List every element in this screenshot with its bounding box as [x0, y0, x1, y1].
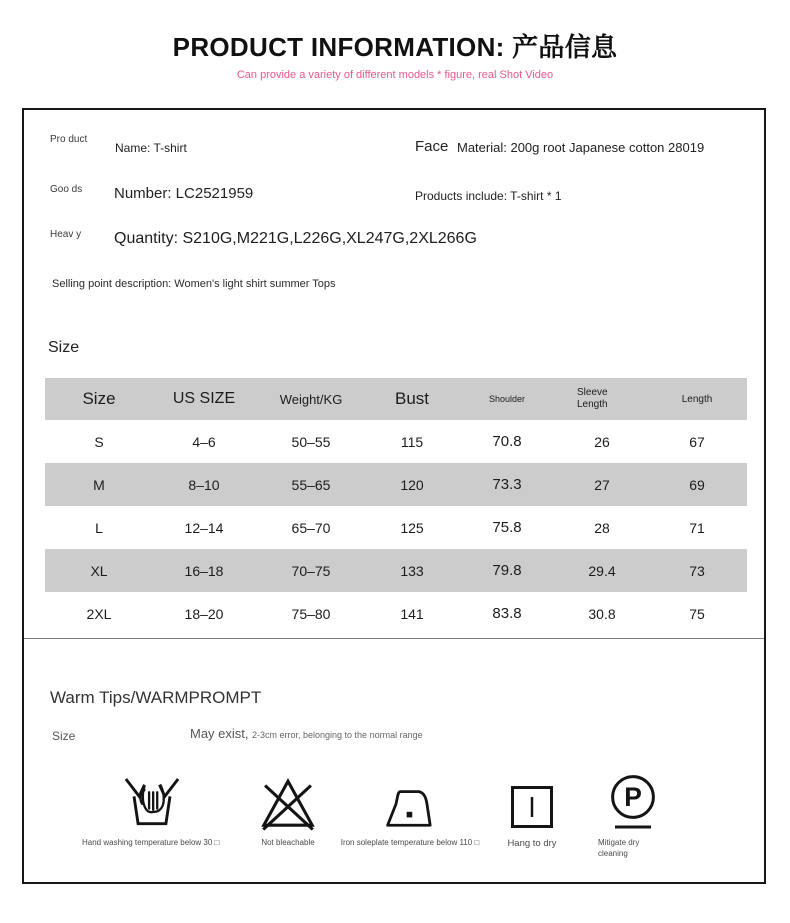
page-subtitle: Can provide a variety of different models * figure, real Shot Video [236, 69, 554, 81]
size-table-cell: 12–14 [184, 519, 224, 536]
size-table-header-cell: Weight/KG [279, 391, 343, 407]
size-table-cell: 8–10 [188, 476, 220, 493]
warm-tips-note-detail: 2-3cm error, belonging to the normal range [252, 730, 423, 740]
heavy-key-label: Heav y [50, 229, 82, 240]
size-table-cell: 55–65 [291, 476, 331, 493]
size-table-cell: 27 [594, 476, 610, 493]
product-name-value: Name: T-shirt [115, 141, 187, 155]
size-table-cell: 4–6 [192, 433, 216, 450]
hand-wash-icon [123, 777, 181, 832]
size-table-cell: 75–80 [291, 605, 331, 622]
page-title: PRODUCT INFORMATION: 产品信息 [172, 32, 618, 62]
warm-tips-note: May exist, [190, 726, 249, 741]
quantity-value: Quantity: S210G,M221G,L226G,XL247G,2XL266G [114, 230, 477, 247]
size-table-cell: 50–55 [291, 433, 331, 450]
size-table-cell: M [93, 476, 105, 493]
size-table-cell: 70–75 [291, 562, 331, 579]
dry-clean-icon [603, 774, 663, 832]
care-label: Not bleachable [261, 838, 315, 847]
size-table-cell: 79.8 [492, 562, 522, 579]
size-table-row [45, 463, 747, 506]
info-box [22, 108, 766, 884]
size-table [45, 378, 747, 635]
size-table-header-cell: Size [82, 389, 116, 408]
material-value: Material: 200g root Japanese cotton 28019 [457, 140, 705, 155]
size-table-cell: 120 [400, 476, 424, 493]
size-table-cell: 18–20 [184, 605, 224, 622]
size-table-body [45, 420, 747, 635]
size-table-cell: 70.8 [492, 433, 522, 450]
warm-tips-heading: Warm Tips/WARMPROMPT [50, 688, 262, 707]
size-table-cell: 73.3 [492, 476, 522, 493]
size-table-cell: 26 [594, 433, 610, 450]
size-table-cell: 75.8 [492, 519, 522, 536]
size-table-header-cell: Length [681, 393, 713, 405]
products-include-value: Products include: T-shirt * 1 [415, 189, 562, 203]
size-table-row [45, 549, 747, 592]
size-table-cell: 141 [400, 605, 424, 622]
care-item-dry-clean [548, 770, 718, 860]
goods-key-label: Goo ds [50, 184, 83, 195]
no-bleach-icon [257, 775, 319, 832]
size-table-cell: 29.4 [588, 562, 616, 579]
care-label: Hang to dry [507, 838, 557, 849]
size-table-head [45, 378, 747, 420]
product-key-label: Pro duct [50, 134, 88, 145]
care-label: Hand washing temperature below 30 □ [82, 838, 220, 847]
size-table-header-cell: Sleeve Length [577, 387, 608, 410]
size-table-cell: 133 [400, 562, 424, 579]
svg-text:P: P [624, 782, 642, 812]
care-label: Mitigate dry cleaning [598, 838, 640, 858]
size-table-cell: 67 [689, 433, 705, 450]
size-table-header-cell: Shoulder [488, 394, 526, 404]
warm-tips-size-label: Size [52, 729, 76, 743]
size-table-row [45, 420, 747, 463]
size-table-header-cell: Bust [394, 389, 430, 408]
size-table-row [45, 506, 747, 549]
size-table-cell: 69 [689, 476, 705, 493]
selling-point-description: Selling point description: Women's light shirt summer Tops [52, 278, 336, 290]
care-label: Iron soleplate temperature below 110 □ [340, 838, 480, 847]
size-section-heading: Size [48, 339, 80, 356]
size-table-header-cell: US SIZE [172, 390, 236, 407]
size-table-cell: 125 [400, 519, 424, 536]
size-table-cell: 71 [689, 519, 705, 536]
size-table-cell: XL [90, 562, 108, 579]
size-table-cell: 16–18 [184, 562, 224, 579]
size-table-cell: 73 [689, 562, 705, 579]
size-table-cell: 83.8 [492, 605, 522, 622]
size-table-row [45, 592, 747, 635]
size-table-cell: 115 [400, 433, 424, 450]
face-key-label: Face [415, 138, 449, 155]
goods-number-value: Number: LC2521959 [114, 185, 254, 202]
size-table-cell: 75 [689, 605, 705, 622]
section-divider [24, 638, 764, 639]
size-table-cell: 2XL [86, 605, 112, 622]
size-table-cell: S [94, 433, 104, 450]
iron-temp-icon [382, 786, 438, 832]
size-table-cell: 65–70 [291, 519, 331, 536]
size-table-cell: 28 [594, 519, 610, 536]
size-table-cell: L [95, 519, 103, 536]
size-table-cell: 30.8 [588, 605, 616, 622]
